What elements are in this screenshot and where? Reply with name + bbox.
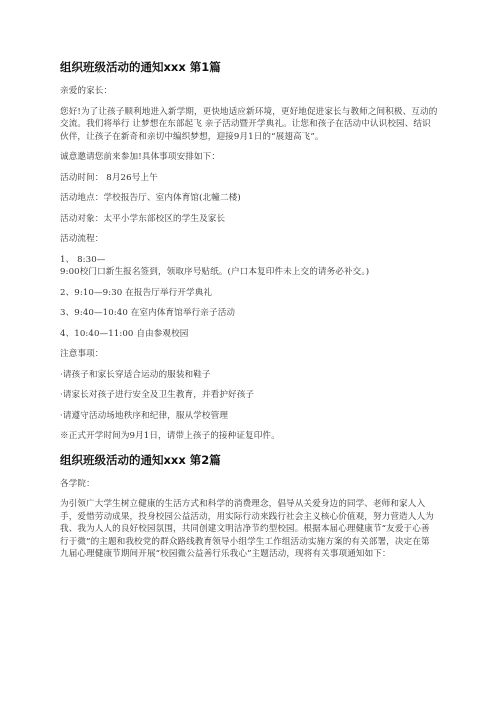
section-1-title: 组织班级活动的通知xxx 第1篇 — [60, 60, 221, 74]
section-2-body: 为引领广大学生树立健康的生活方式和科学的消费理念，倡导从关爱身边的同学、老师和家人入手，爱惜劳动成果，投身校园公益活动，用实际行动来践行社会主义核心价值观，努力营造人人为我、我为人人的良好校园氛围，共同创建文明洁净节约型校园。根据本届心理健康节“友爱于心善行于微”的主题和我校党的群众路线教育领导小组学生工作组活动实施方案的有关部署，决定在第九届心理健康节期间开展“校园微公益善行乐我心”主题活动，现将有关事项通知如下： — [60, 499, 434, 559]
event-time: 活动时间： 8月26号上午 — [60, 172, 158, 183]
flow-item: 1、 8:30— — [60, 254, 106, 265]
note-item: ·请家长对孩子进行安全及卫生教育，并看护好孩子 — [60, 390, 255, 400]
flow-item: 9:00校门口新生报名签到，领取序号贴纸。(户口本复印件未上交的请务必补交。) — [60, 267, 370, 277]
greeting: 亲爱的家长： — [60, 86, 113, 96]
flow-item: 2、9:10—9:30 在报告厅举行开学典礼 — [60, 287, 213, 298]
footnote: ※正式开学时间为9月1日，请带上孩子的接种证复印件。 — [60, 431, 280, 441]
document-page — [60, 60, 438, 561]
flow-item: 3、9:40—10:40 在室内体育馆举行亲子活动 — [60, 308, 236, 318]
section-2-title: 组织班级活动的通知xxx 第2篇 — [60, 452, 221, 467]
invite-text: 诚意邀请您前来参加!具体事项安排如下： — [60, 152, 221, 162]
event-place: 活动地点：学校报告厅、室内体育馆(北幢二楼) — [60, 193, 241, 203]
greeting-2: 各学院： — [60, 478, 95, 489]
notes-label: 注意事项： — [60, 349, 104, 359]
note-item: ·请遵守活动场地秩序和纪律，服从学校管理 — [60, 410, 229, 421]
intro-paragraph: 您好!为了让孩子顺利地进入新学期，更快地适应新环境，更好地促进家长与教师之间积极、互动的交流。我们将举行 让梦想在东部起飞 亲子活动暨开学典礼。让您和孩子在活动中认识校园、结识伙伴，让孩子在新奇和亲切中编织梦想，迎接9月1日的“展翅高飞”。 — [60, 106, 438, 142]
event-audience: 活动对象：太平小学东部校区的学生及家长 — [60, 213, 226, 224]
note-item: ·请孩子和家长穿适合运动的服装和鞋子 — [60, 369, 211, 380]
flow-item: 4、10:40—11:00 自由参观校园 — [60, 328, 189, 339]
flow-label: 活动流程： — [60, 234, 104, 244]
